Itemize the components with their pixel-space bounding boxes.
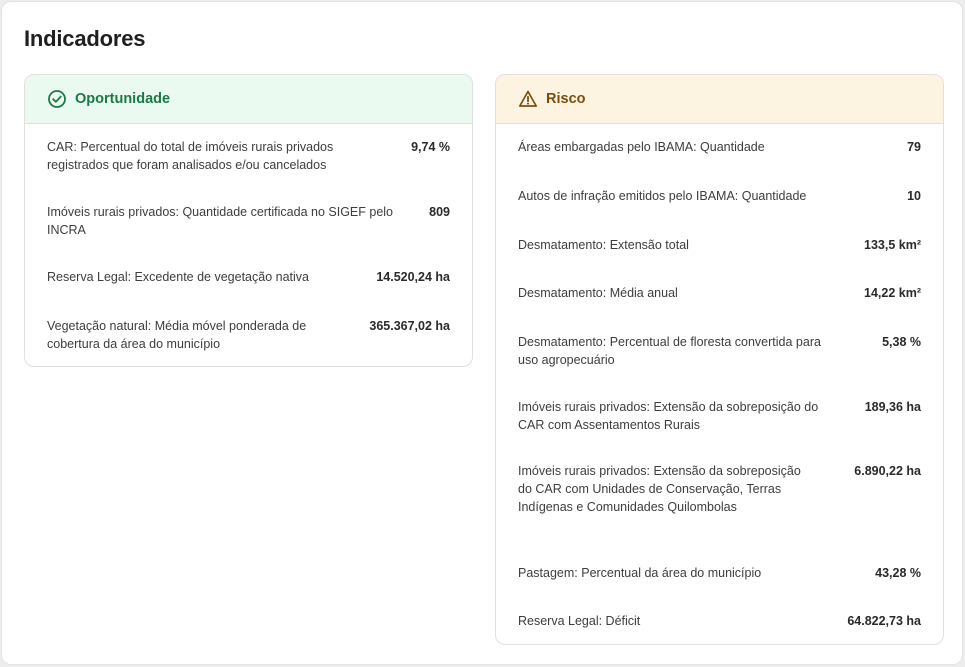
indicator-value: 64.822,73 ha — [847, 614, 921, 628]
risk-item-sobreposicao-assentamentos — [518, 398, 921, 434]
indicator-value: 14.520,24 ha — [376, 270, 450, 284]
page-title: Indicadores — [24, 26, 146, 51]
check-circle-icon — [47, 89, 67, 109]
indicator-label: Imóveis rurais privados: Extensão da sobreposição do CAR com Unidades de Conservação, Terras Indígenas e Comunidades Quilombolas — [518, 464, 801, 514]
opportunity-item-reserva-legal — [47, 268, 450, 286]
indicator-label: Reserva Legal: Excedente de vegetação nativa — [47, 270, 309, 284]
risk-item-sobreposicao-unidades — [518, 462, 921, 516]
indicator-value: 43,28 % — [875, 566, 921, 580]
indicator-value: 189,36 ha — [864, 400, 921, 414]
indicator-value: 9,74 % — [411, 140, 450, 154]
risk-item-areas-embargadas — [518, 138, 921, 156]
indicator-value: 10 — [907, 189, 921, 203]
indicator-label: Vegetação natural: Média móvel ponderada de cobertura da área do município — [47, 319, 307, 351]
indicator-value: 14,22 km² — [864, 286, 921, 300]
indicator-value: 365.367,02 ha — [369, 319, 450, 333]
risk-item-desmatamento-percentual — [518, 333, 921, 369]
indicator-label: Reserva Legal: Déficit — [518, 614, 641, 628]
opportunity-card-title: Oportunidade — [75, 91, 171, 107]
indicator-value: 5,38 % — [882, 335, 921, 349]
risk-item-pastagem — [518, 564, 921, 582]
opportunity-item-car-percentual — [47, 138, 450, 174]
indicator-label: Desmatamento: Extensão total — [518, 238, 689, 252]
indicators-panel — [1, 1, 963, 665]
risk-item-autos-infracao — [518, 187, 921, 205]
indicator-label: Desmatamento: Percentual de floresta convertida para uso agropecuário — [518, 335, 821, 367]
opportunity-card-header — [25, 75, 472, 124]
indicator-label: Imóveis rurais privados: Extensão da sobreposição do CAR com Assentamentos Rurais — [518, 400, 819, 432]
indicator-label: Desmatamento: Média anual — [518, 286, 678, 300]
warning-triangle-icon — [518, 89, 538, 109]
risk-item-desmatamento-media — [518, 284, 921, 302]
risk-card-header — [496, 75, 943, 124]
opportunity-card — [24, 74, 473, 367]
risk-item-desmatamento-extensao — [518, 236, 921, 254]
risk-item-reserva-legal-deficit — [518, 612, 921, 630]
indicator-value: 6.890,22 ha — [854, 464, 921, 478]
indicator-label: Imóveis rurais privados: Quantidade certificada no SIGEF pelo INCRA — [47, 205, 394, 237]
indicator-value: 809 — [429, 205, 450, 219]
indicator-label: Autos de infração emitidos pelo IBAMA: Quantidade — [518, 189, 807, 203]
opportunity-item-sigef — [47, 203, 450, 239]
indicator-value: 79 — [907, 140, 921, 154]
indicator-label: Áreas embargadas pelo IBAMA: Quantidade — [518, 140, 765, 154]
indicator-value: 133,5 km² — [864, 238, 921, 252]
indicator-label: CAR: Percentual do total de imóveis rurais privados registrados que foram analisados e/ou cancelados — [47, 140, 334, 172]
indicator-label: Pastagem: Percentual da área do município — [518, 566, 762, 580]
risk-card-title: Risco — [546, 91, 586, 107]
opportunity-item-vegetacao-natural — [47, 317, 450, 353]
risk-card — [495, 74, 944, 645]
